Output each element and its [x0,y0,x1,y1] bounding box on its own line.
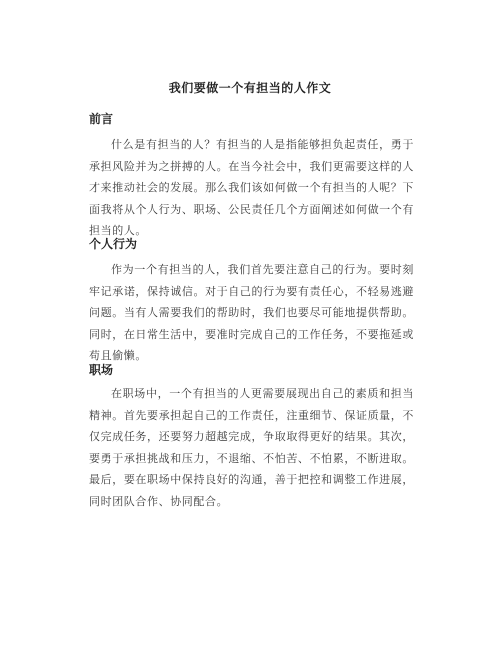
section-paragraph-personal-behavior: 作为一个有担当的人，我们首先要注意自己的行为。要时刻牢记承诺，保持诚信。对于自己的行为要有责任心，不轻易逃避问题。当有人需要我们的帮助时，我们也要尽可能地提供帮助。同时，在日常生活中，要准时完成自己的工作任务，不要拖延或苟且偷懒。 [89,263,414,362]
section-paragraph-workplace: 在职场中，一个有担当的人更需要展现出自己的素质和担当精神。首先要承担起自己的工作责任，注重细节、保证质量，不仅完成任务，还要努力超越完成，争取取得更好的结果。其次，要勇于承担挑战和压力，不退缩、不怕苦、不怕累，不断进取。最后，要在职场中保持良好的沟通，善于把控和调整工作进展，同时团队合作、协同配合。 [89,387,414,508]
section-heading-personal-behavior: 个人行为 [89,237,138,251]
document-title: 我们要做一个有担当的人作文 [168,81,332,95]
section-paragraph-preface: 什么是有担当的人？有担当的人是指能够担负起责任，勇于承担风险并为之拼搏的人。在当今社会中，我们更需要这样的人才来推动社会的发展。那么我们该如何做一个有担当的人呢？下面我将从个人行为、职场、公民责任几个方面阐述如何做一个有担当的人。 [89,138,414,237]
section-heading-preface: 前言 [89,112,114,126]
section-heading-workplace: 职场 [89,363,114,377]
